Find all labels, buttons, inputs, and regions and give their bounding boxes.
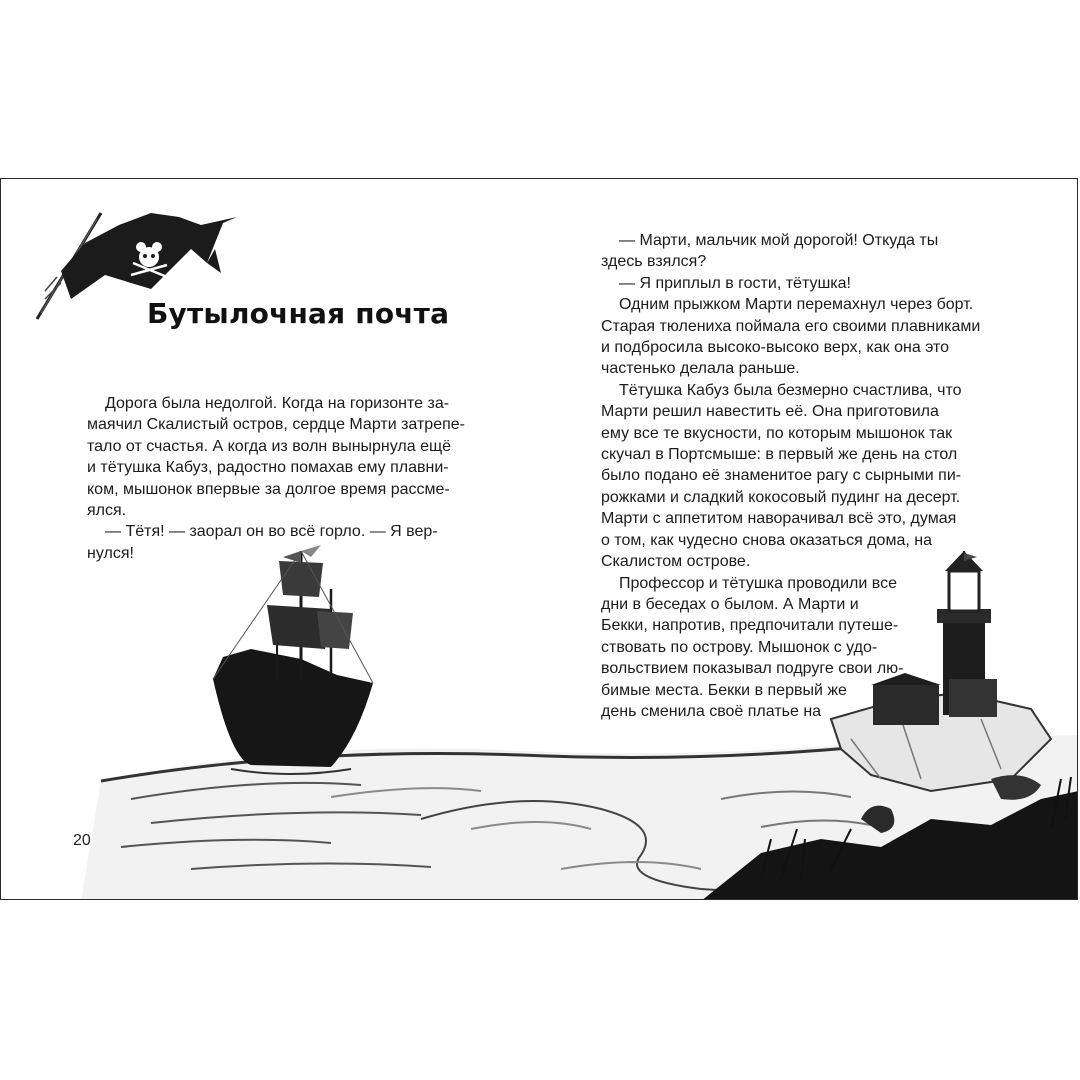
- text-line: о том, как чудесно снова оказаться дома, на: [601, 531, 932, 549]
- text-line: Дорога была недолгой. Когда на горизонте за-: [105, 395, 450, 412]
- page-number: 20: [73, 832, 91, 849]
- text-line: Скалистом острове.: [601, 553, 751, 571]
- text-line: Профессор и тётушка проводили все: [619, 574, 897, 592]
- text-line: вольствием показывал подруге свои лю-: [601, 660, 904, 678]
- right-column-text: [601, 230, 980, 722]
- text-line: ствовать по острову. Мышонок с удо-: [601, 638, 878, 656]
- text-line: дни в беседах о былом. А Марти и: [601, 595, 859, 613]
- text-line: Старая тюлениха поймала его своими плавниками: [601, 317, 981, 335]
- left-column-text: [87, 393, 465, 564]
- text-line: ему все те вкусности, по которым мышонок так: [601, 424, 953, 442]
- text-line: ялся.: [87, 502, 127, 520]
- text-line: маячил Скалистый остров, сердце Марти затрепе-: [87, 416, 465, 434]
- text-line: Бекки, напротив, предпочитали путеше-: [601, 617, 899, 635]
- text-line: и подбросила высоко-высоко верх, как она это: [601, 339, 950, 357]
- text-line: здесь взялся?: [601, 253, 707, 271]
- text-line: — Тётя! — заорал он во всё горло. — Я вер-: [105, 523, 438, 541]
- chapter-title: Бутылочная почта: [147, 297, 450, 330]
- text-line: тало от счастья. А когда из волн вынырнула ещё: [87, 437, 452, 455]
- text-line: Марти решил навестить её. Она приготовила: [601, 403, 939, 421]
- text-line: день сменила своё платье на: [601, 702, 822, 720]
- text-line: и тётушка Кабуз, радостно помахав ему плавни-: [87, 459, 449, 477]
- text-line: Одним прыжком Марти перемахнул через борт.: [619, 296, 974, 314]
- text-line: Тётушка Кабуз была безмерно счастлива, что: [619, 381, 962, 399]
- text-line: частенько делала раньше.: [601, 360, 800, 378]
- book-spread: [0, 178, 1078, 900]
- text-line: — Марти, мальчик мой дорогой! Откуда ты: [619, 232, 939, 249]
- text-line: — Я приплыл в гости, тётушка!: [619, 274, 851, 292]
- text-line: ком, мышонок впервые за долгое время рассме-: [87, 480, 450, 498]
- text-line: рожками и сладкий кокосовый пудинг на десерт.: [601, 488, 961, 506]
- text-line: Марти с аппетитом наворачивал всё это, думая: [601, 510, 957, 528]
- ship-illustration: [213, 545, 373, 774]
- text-line: бимые места. Бекки в первый же: [601, 681, 847, 699]
- text-line: было подано её знаменитое рагу с сырными пи-: [601, 467, 962, 485]
- text-line: скучал в Портсмыше: в первый же день на стол: [601, 446, 958, 464]
- text-line: нулся!: [87, 544, 134, 562]
